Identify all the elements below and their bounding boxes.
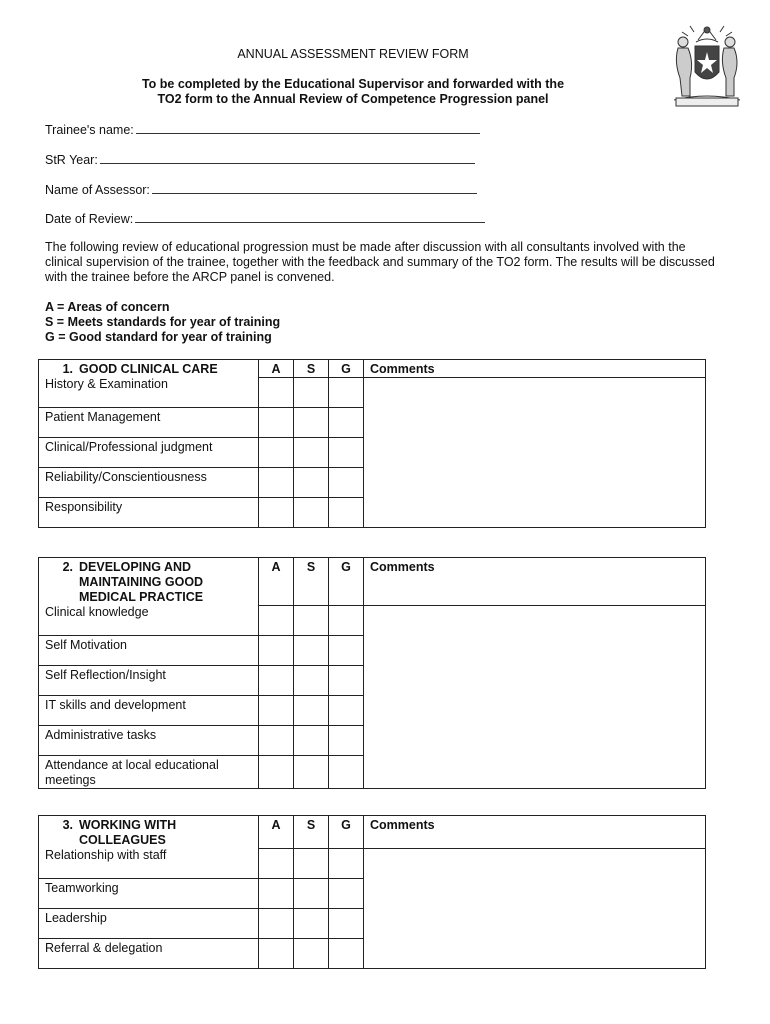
rating-s-cell[interactable] xyxy=(294,497,329,527)
rating-g-cell[interactable] xyxy=(329,377,364,407)
str-year-label: StR Year: xyxy=(45,153,98,167)
rating-g-cell[interactable] xyxy=(329,695,364,725)
trainee-name-label: Trainee's name: xyxy=(45,123,134,137)
rating-g-cell[interactable] xyxy=(329,437,364,467)
criterion-label: Self Reflection/Insight xyxy=(39,665,259,695)
criterion-label: Clinical/Professional judgment xyxy=(39,437,259,467)
section-2-table xyxy=(38,557,706,789)
legend-g: G = Good standard for year of training xyxy=(45,330,272,344)
rating-a-cell[interactable] xyxy=(259,725,294,755)
criterion-label: Referral & delegation xyxy=(39,938,259,968)
col-s-header: S xyxy=(294,816,329,849)
legend-s: S = Meets standards for year of training xyxy=(45,315,281,329)
rating-s-cell[interactable] xyxy=(294,755,329,788)
rating-a-cell[interactable] xyxy=(259,377,294,407)
review-date-label: Date of Review: xyxy=(45,212,134,226)
section-3-heading: 3. WORKING WITH COLLEAGUES xyxy=(39,816,259,849)
criterion-label: Self Motivation xyxy=(39,635,259,665)
subtitle-line-2: TO2 form to the Annual Review of Competence Progression panel xyxy=(157,92,549,106)
criterion-label: Leadership xyxy=(39,908,259,938)
rating-a-cell[interactable] xyxy=(259,635,294,665)
criterion-label: Attendance at local educational meetings xyxy=(39,755,259,788)
rating-a-cell[interactable] xyxy=(259,407,294,437)
criterion-label: History & Examination xyxy=(39,377,259,407)
rating-s-cell[interactable] xyxy=(294,695,329,725)
rating-s-cell[interactable] xyxy=(294,848,329,878)
form-subtitle xyxy=(0,77,706,107)
rating-s-cell[interactable] xyxy=(294,635,329,665)
rating-s-cell[interactable] xyxy=(294,467,329,497)
rating-g-cell[interactable] xyxy=(329,497,364,527)
col-g-header: G xyxy=(329,558,364,606)
criterion-label: Administrative tasks xyxy=(39,725,259,755)
rating-g-cell[interactable] xyxy=(329,938,364,968)
trainee-name-line[interactable] xyxy=(136,121,480,134)
comments-header: Comments xyxy=(364,816,706,849)
col-a-header: A xyxy=(259,360,294,378)
comments-box[interactable] xyxy=(364,377,706,527)
assessor-name-field[interactable] xyxy=(45,181,477,197)
trainee-name-field[interactable] xyxy=(45,121,480,137)
section-1-table xyxy=(38,359,706,528)
rating-g-cell[interactable] xyxy=(329,467,364,497)
rating-a-cell[interactable] xyxy=(259,605,294,635)
section-1-heading: 1. GOOD CLINICAL CARE xyxy=(39,360,259,378)
review-date-line[interactable] xyxy=(135,210,485,223)
col-s-header: S xyxy=(294,558,329,606)
rating-s-cell[interactable] xyxy=(294,725,329,755)
rating-a-cell[interactable] xyxy=(259,938,294,968)
criterion-label: Relationship with staff xyxy=(39,848,259,878)
rating-a-cell[interactable] xyxy=(259,467,294,497)
rating-s-cell[interactable] xyxy=(294,908,329,938)
rating-a-cell[interactable] xyxy=(259,848,294,878)
rating-s-cell[interactable] xyxy=(294,938,329,968)
criterion-label: Teamworking xyxy=(39,878,259,908)
rating-s-cell[interactable] xyxy=(294,605,329,635)
rating-a-cell[interactable] xyxy=(259,695,294,725)
rating-s-cell[interactable] xyxy=(294,377,329,407)
rating-a-cell[interactable] xyxy=(259,755,294,788)
criterion-label: Responsibility xyxy=(39,497,259,527)
rating-g-cell[interactable] xyxy=(329,665,364,695)
rating-s-cell[interactable] xyxy=(294,665,329,695)
rating-a-cell[interactable] xyxy=(259,497,294,527)
rating-g-cell[interactable] xyxy=(329,605,364,635)
review-date-field[interactable] xyxy=(45,210,485,226)
rating-a-cell[interactable] xyxy=(259,665,294,695)
criterion-label: Clinical knowledge xyxy=(39,605,259,635)
comments-box[interactable] xyxy=(364,848,706,968)
section-2-heading: 2. DEVELOPING AND MAINTAINING GOOD MEDICAL PRACTICE xyxy=(39,558,259,606)
rating-legend xyxy=(45,300,280,345)
form-title: ANNUAL ASSESSMENT REVIEW FORM xyxy=(237,47,469,61)
section-3-table xyxy=(38,815,706,969)
comments-header: Comments xyxy=(364,360,706,378)
intro-paragraph: The following review of educational progression must be made after discussion with all consultants involved with the clinical supervision of the trainee, together with the feedback and summary of the TO2 form. The results will be discussed with the trainee before the ARCP panel is convened. xyxy=(45,240,715,284)
rating-a-cell[interactable] xyxy=(259,437,294,467)
rating-g-cell[interactable] xyxy=(329,908,364,938)
str-year-field[interactable] xyxy=(45,151,475,167)
col-g-header: G xyxy=(329,816,364,849)
rating-g-cell[interactable] xyxy=(329,755,364,788)
rating-g-cell[interactable] xyxy=(329,848,364,878)
rating-a-cell[interactable] xyxy=(259,908,294,938)
str-year-line[interactable] xyxy=(100,151,475,164)
comments-header: Comments xyxy=(364,558,706,606)
rating-g-cell[interactable] xyxy=(329,878,364,908)
rating-g-cell[interactable] xyxy=(329,407,364,437)
subtitle-line-1: To be completed by the Educational Supervisor and forwarded with the xyxy=(141,77,565,91)
rating-g-cell[interactable] xyxy=(329,635,364,665)
assessor-name-line[interactable] xyxy=(152,181,477,194)
rating-a-cell[interactable] xyxy=(259,878,294,908)
col-s-header: S xyxy=(294,360,329,378)
criterion-label: Patient Management xyxy=(39,407,259,437)
rating-s-cell[interactable] xyxy=(294,878,329,908)
rating-g-cell[interactable] xyxy=(329,725,364,755)
rating-s-cell[interactable] xyxy=(294,407,329,437)
rating-s-cell[interactable] xyxy=(294,437,329,467)
comments-box[interactable] xyxy=(364,605,706,788)
criterion-label: IT skills and development xyxy=(39,695,259,725)
col-a-header: A xyxy=(259,558,294,606)
legend-a: A = Areas of concern xyxy=(45,300,170,314)
col-a-header: A xyxy=(259,816,294,849)
col-g-header: G xyxy=(329,360,364,378)
criterion-label: Reliability/Conscientiousness xyxy=(39,467,259,497)
assessor-name-label: Name of Assessor: xyxy=(45,183,150,197)
